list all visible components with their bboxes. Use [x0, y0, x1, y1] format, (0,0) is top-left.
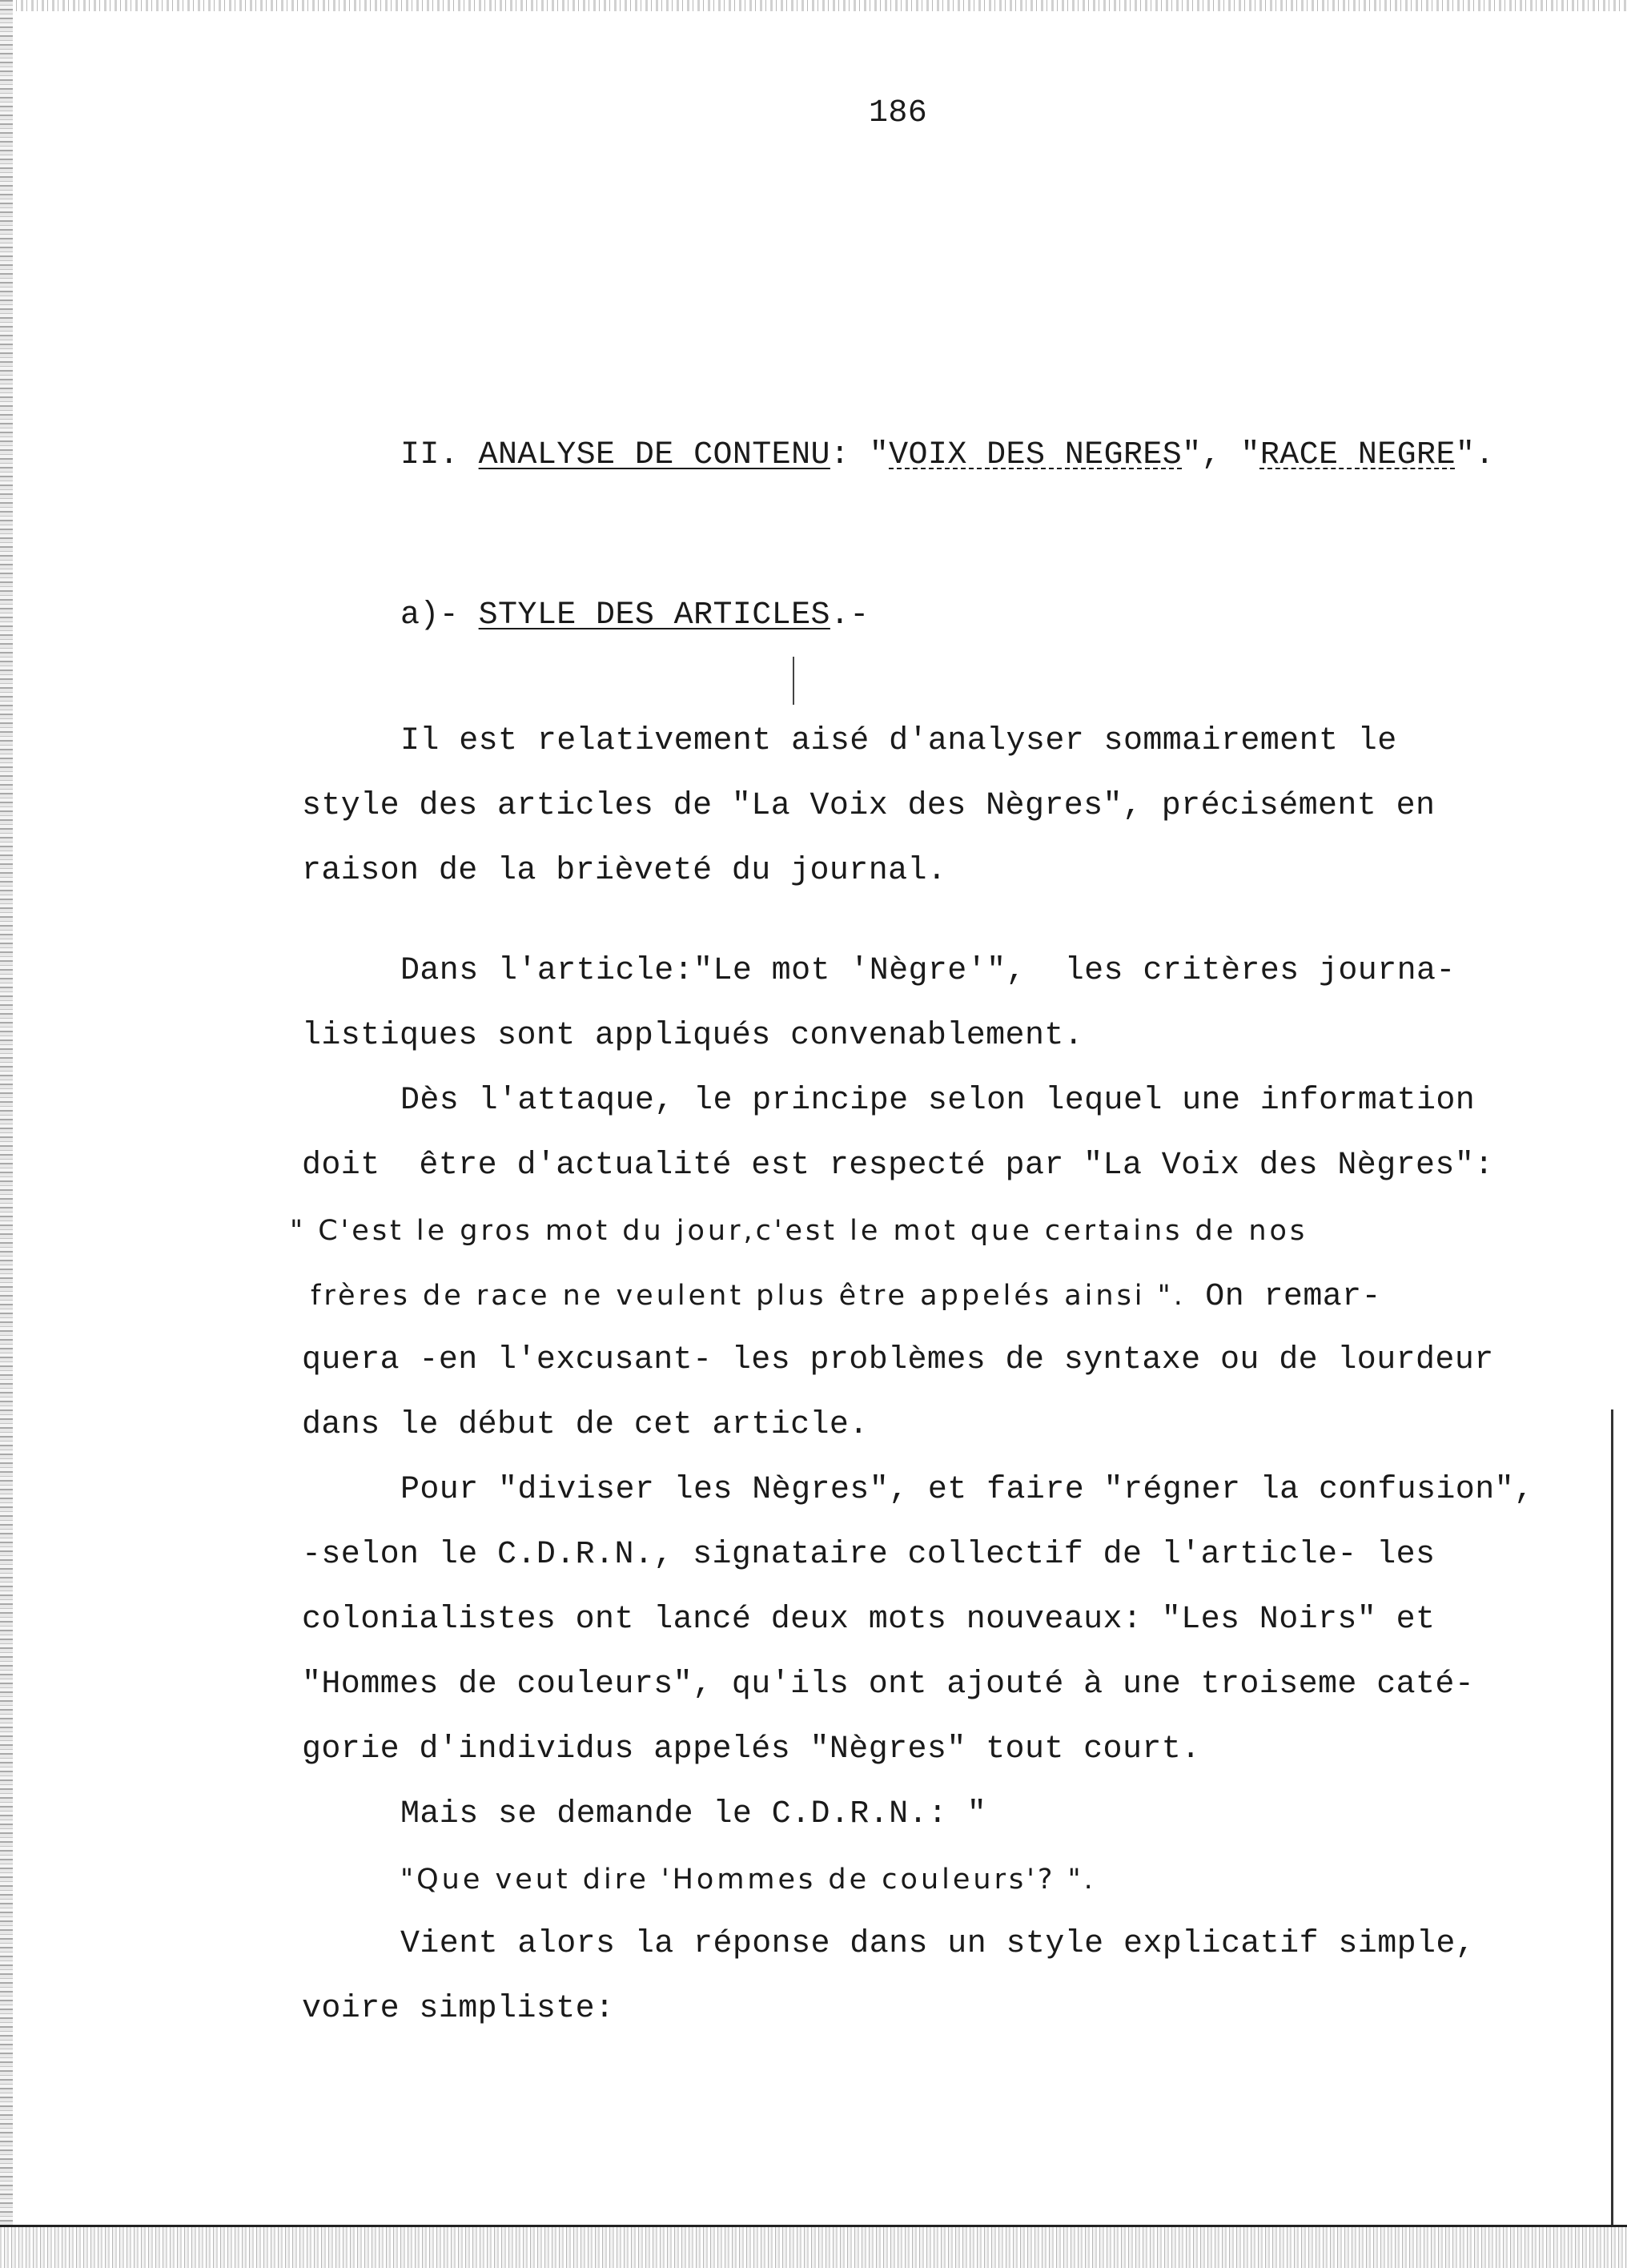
paragraph-3-line-2: doit être d'actualité est respecté par "La Voix des Nègres": [302, 1148, 1494, 1184]
paragraph-1-line-1: Il est relativement aisé d'analyser sommairement le [400, 723, 1397, 759]
paragraph-2-line-2: listiques sont appliqués convenablement. [302, 1018, 1084, 1054]
paragraph-2-line-1: Dans l'article:"Le mot 'Nègre'", les critères journa- [400, 953, 1456, 989]
paragraph-4-line-4: "Hommes de couleurs", qu'ils ont ajouté à une troiseme caté- [302, 1667, 1475, 1703]
scan-left-edge [0, 0, 13, 2268]
paragraph-1-line-3: raison de la brièveté du journal. [302, 853, 947, 889]
paragraph-4-line-2: -selon le C.D.R.N., signataire collectif de l'article- les [302, 1537, 1436, 1573]
paragraph-3-line-6: dans le début de cet article. [302, 1407, 869, 1443]
paragraph-3-line-1: Dès l'attaque, le principe selon lequel une information [400, 1083, 1476, 1119]
scan-right-rule [1611, 1409, 1613, 2226]
paragraph-1-line-2: style des articles de "La Voix des Nègres", précisément en [302, 788, 1436, 824]
paragraph-4-line-1: Pour "diviser les Nègres", et faire "régner la confusion", [400, 1472, 1534, 1508]
paragraph-4-line-5: gorie d'individus appelés "Nègres" tout court. [302, 1731, 1201, 1767]
paragraph-3-line-5: quera -en l'excusant- les problèmes de syntaxe ou de lourdeur [302, 1342, 1494, 1378]
paragraph-6-line-1: Vient alors la réponse dans un style explicatif simple, [400, 1926, 1476, 1962]
section-heading: II. ANALYSE DE CONTENU: "VOIX DES NEGRES", "RACE NEGRE". [400, 437, 1495, 473]
page-number: 186 [869, 95, 928, 131]
scan-top-edge [0, 0, 1627, 11]
paragraph-3-quote-line-1: " C'est le gros mot du jour,c'est le mot que certains de nos [290, 1215, 1308, 1247]
subsection-heading: a)- STYLE DES ARTICLES.- [400, 597, 870, 633]
paragraph-3-line-4: frères de race ne veulent plus être appelés ainsi ". On remar- [311, 1279, 1381, 1315]
paragraph-4-line-3: colonialistes ont lancé deux mots nouveaux: "Les Noirs" et [302, 1602, 1436, 1638]
scan-bottom-band [0, 2227, 1627, 2268]
paragraph-5-quote-line: "Que veut dire 'Hommes de couleurs'? ". [400, 1864, 1096, 1896]
margin-mark [793, 657, 794, 705]
paragraph-6-line-2: voire simpliste: [302, 1991, 615, 2027]
paragraph-5-line-1: Mais se demande le C.D.R.N.: " [400, 1796, 987, 1832]
